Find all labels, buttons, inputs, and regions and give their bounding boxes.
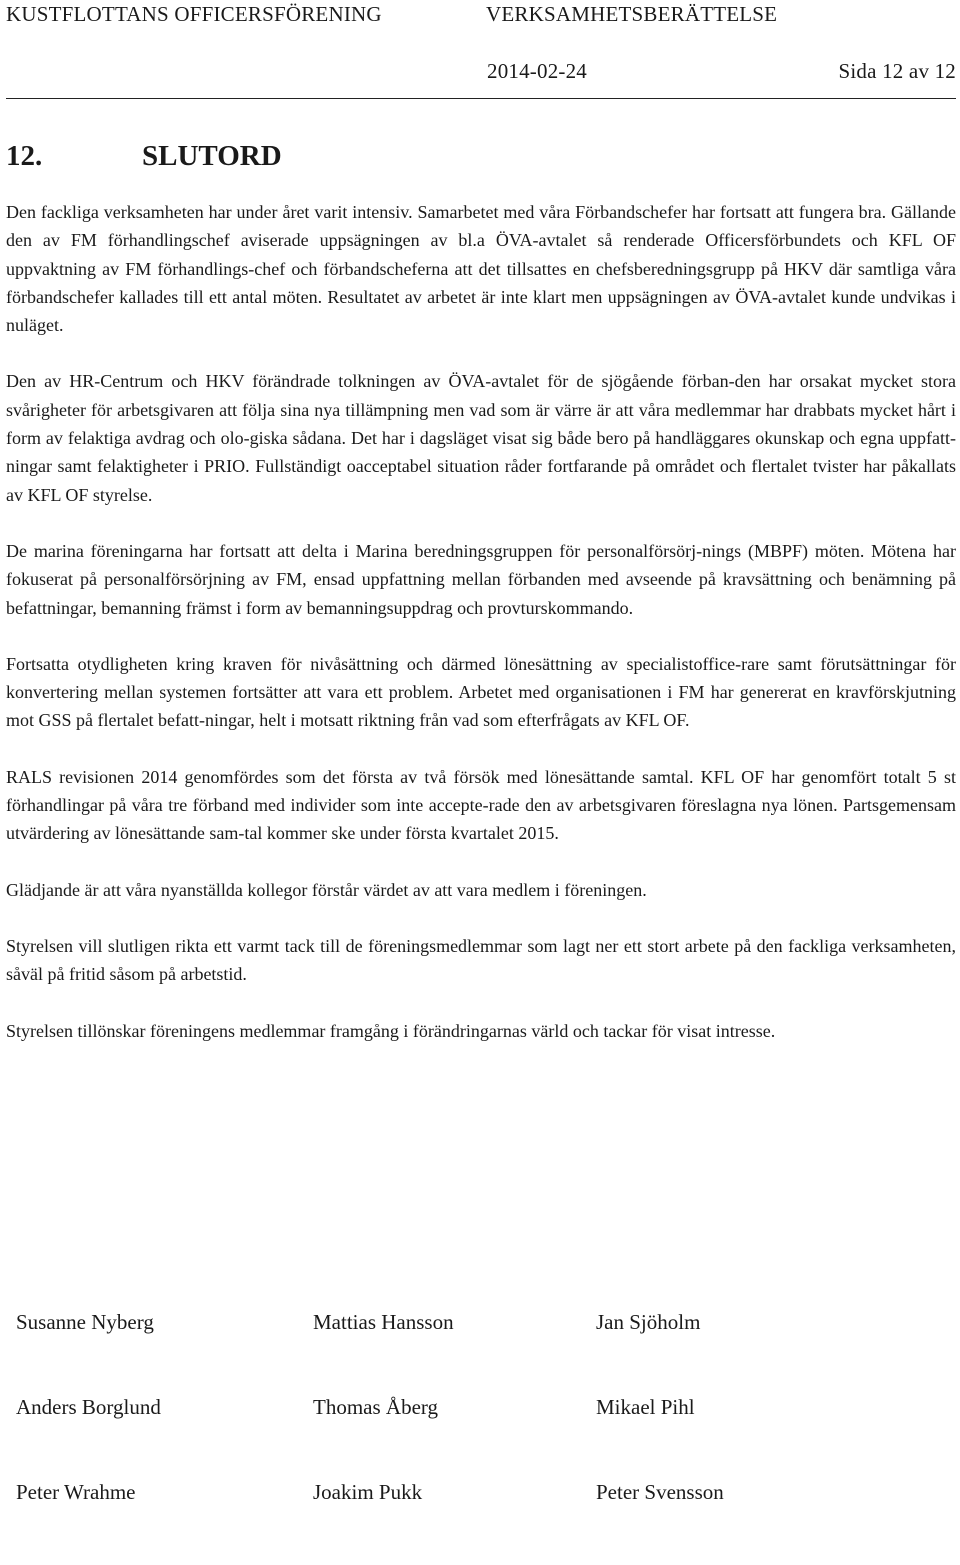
header-rule xyxy=(6,98,956,99)
organization-name: KUSTFLOTTANS OFFICERSFÖRENING xyxy=(6,2,382,26)
section-number: 12. xyxy=(6,140,43,172)
paragraph: RALS revisionen 2014 genomfördes som det första av två försök med lönesättande samtal. KFL OF har genomfört totalt 5 st förhandlingar på våra tre förband med individer som inte accepte-rade den av arbetsgivaren föreslagna nya lönen. Partsgemensam utvärdering av lönesättande sam-tal kommer ske under första kvartalet 2015. xyxy=(6,766,956,844)
body-text xyxy=(6,198,956,1073)
page-header xyxy=(6,2,956,83)
signatory-name: Peter Wrahme xyxy=(16,1480,136,1504)
signatory-name: Anders Borglund xyxy=(16,1395,161,1419)
section-title: SLUTORD xyxy=(142,140,282,172)
signatory-name: Mikael Pihl xyxy=(596,1395,695,1419)
signature-row xyxy=(16,1310,916,1395)
signature-row xyxy=(16,1395,916,1480)
paragraph: Den fackliga verksamheten har under året varit intensiv. Samarbetet med våra Förbandschefer har fortsatt att fungera bra. Gällande den av FM förhandlingschef aviserade uppsägningen av bl.a ÖVA-avtalet så renderade Officersförbundets och KFL OF uppvaktning av FM förhandlings-chef och förbandscheferna att det tillsattes en chefsberedningsgrupp på HKV där samtliga våra förbandschefer kallades till ett antal möten. Resultatet av arbetet är inte klart men uppsägningen av ÖVA-avtalet kunde undvikas i nuläget. xyxy=(6,202,956,336)
document-title: VERKSAMHETSBERÄTTELSE xyxy=(486,2,778,26)
paragraph: Styrelsen vill slutligen rikta ett varmt tack till de föreningsmedlemmar som lagt ner ett stort arbete på den fackliga verksamheten, såväl på fritid såsom på arbetstid. xyxy=(6,935,956,985)
page-number: Sida 12 av 12 xyxy=(838,59,956,83)
document-date: 2014-02-24 xyxy=(487,59,587,83)
signatory-name: Jan Sjöholm xyxy=(596,1310,701,1334)
paragraph: De marina föreningarna har fortsatt att delta i Marina beredningsgruppen för personalförsörj-nings (MBPF) möten. Mötena har fokuserat på personalförsörjning av FM, ensad uppfattning mellan förbanden med avseende på kravsättning och benämning på befattningar, bemanning främst i form av bemanningsuppdrag och provturskommando. xyxy=(6,540,956,618)
signature-block xyxy=(16,1310,916,1565)
paragraph: Glädjande är att våra nyanställda kollegor förstår värdet av att vara medlem i föreningen. xyxy=(6,879,647,900)
section-heading xyxy=(6,140,282,173)
signatory-name: Joakim Pukk xyxy=(313,1480,423,1504)
signatory-name: Susanne Nyberg xyxy=(16,1310,154,1334)
signatory-name: Mattias Hansson xyxy=(313,1310,454,1334)
paragraph: Styrelsen tillönskar föreningens medlemmar framgång i förändringarnas värld och tackar för visat intresse. xyxy=(6,1020,776,1041)
paragraph: Den av HR-Centrum och HKV förändrade tolkningen av ÖVA-avtalet för de sjögående förban-den har orsakat mycket stora svårigheter för arbetsgivaren att följa sina nya tillämpning men vad som är värre är att våra medlemmar har drabbats mycket hårt i form av felaktiga avdrag och olo-giska sådana. Det har i dagsläget visat sig både bero på handläggares okunskap och egna uppfatt-ningar samt felaktigheter i PRIO. Fullständigt oacceptabel situation råder fortfarande på området och flertalet tvister har påkallats av KFL OF styrelse. xyxy=(6,371,956,505)
signatory-name: Thomas Åberg xyxy=(313,1395,439,1419)
signature-row xyxy=(16,1480,916,1565)
signatory-name: Peter Svensson xyxy=(596,1480,724,1504)
paragraph: Fortsatta otydligheten kring kraven för nivåsättning och därmed lönesättning av specialistoffice-rare samt förutsättningar för konvertering mellan systemen fortsätter att vara ett problem. Arbetet med organisationen i FM har genererat en kravförskjutning mot GSS på flertalet befatt-ningar, helt i motsatt riktning från vad som efterfrågats av KFL OF. xyxy=(6,653,956,731)
